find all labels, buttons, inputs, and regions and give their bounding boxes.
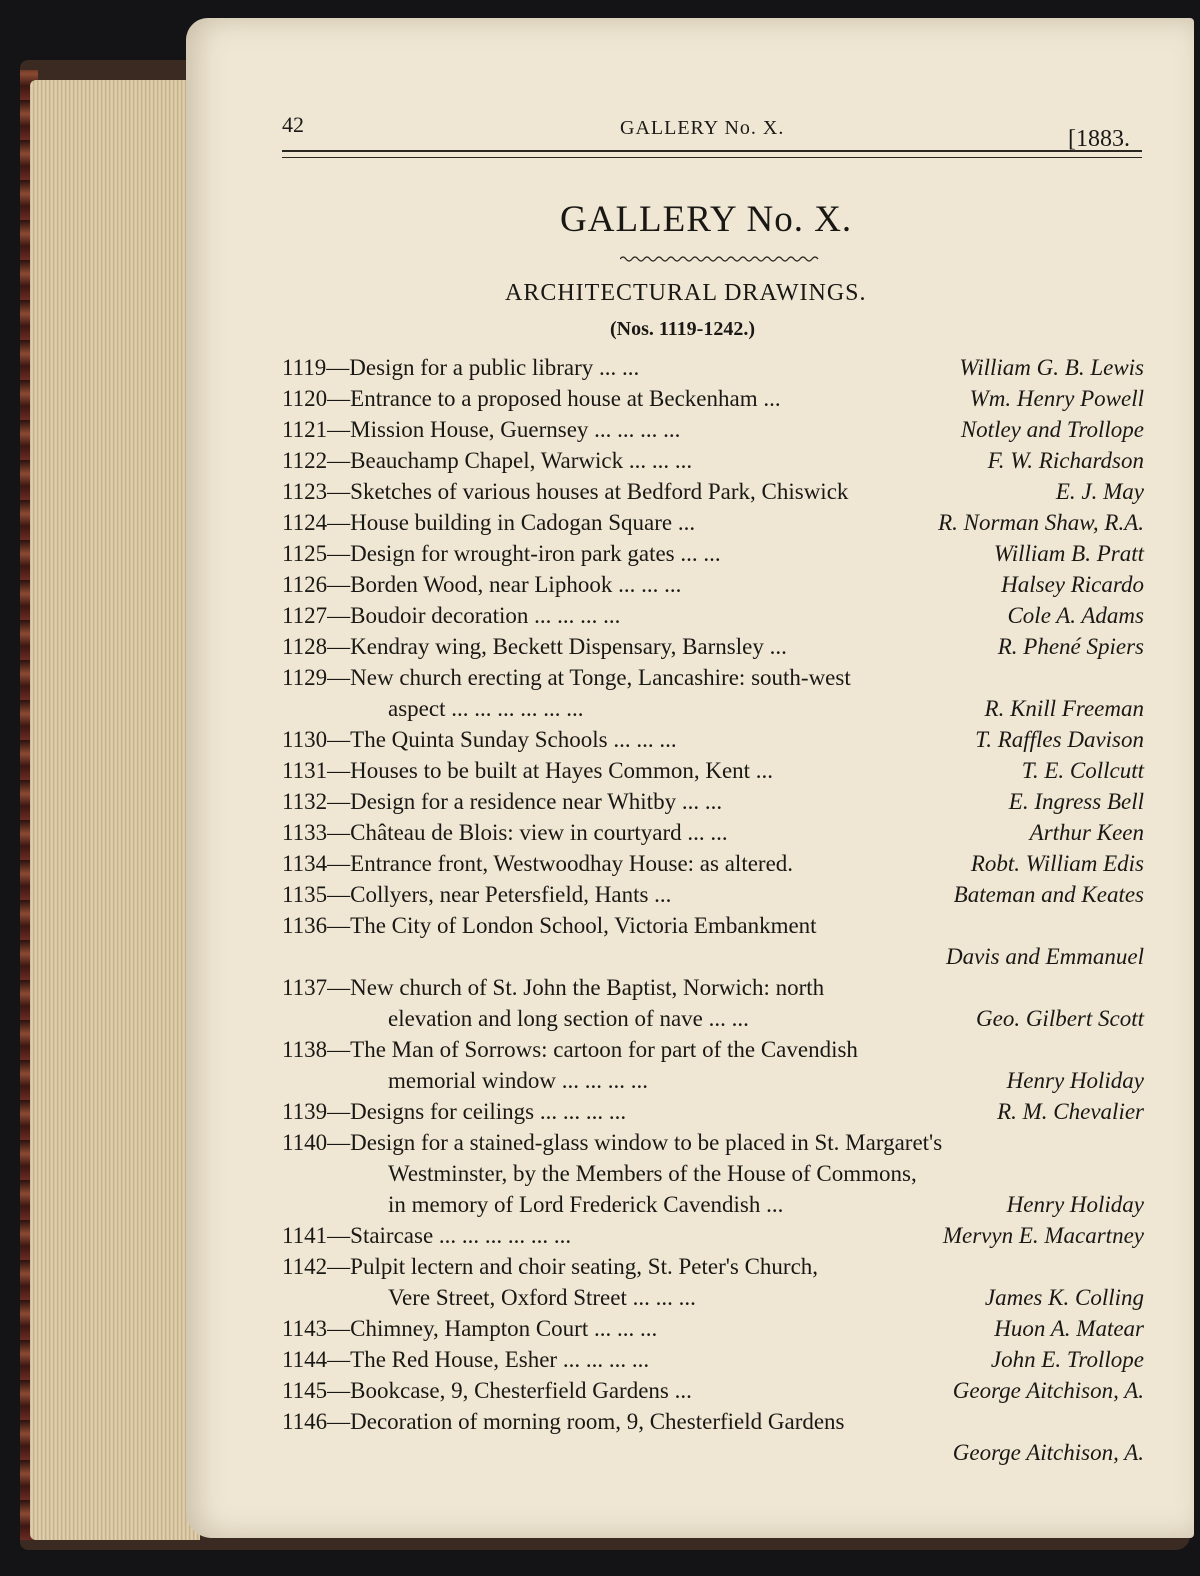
page-number: 42	[282, 112, 304, 137]
entry-line	[282, 1437, 1144, 1468]
entry-title: in memory of Lord Frederick Cavendish ...	[388, 1192, 784, 1217]
entry-line	[282, 724, 1144, 755]
entry-artist: Notley and Trollope	[960, 417, 1144, 442]
entry-line	[282, 1096, 1144, 1127]
entry-title: 1141—Staircase ... ... ... ... ... ...	[282, 1223, 572, 1248]
entry-list	[282, 352, 1144, 1468]
catalogue-entry	[282, 662, 1144, 724]
catalogue-entry	[282, 848, 1144, 879]
entry-title: Westminster, by the Members of the House of Commons,	[388, 1161, 917, 1186]
entry-line	[282, 414, 1144, 445]
entry-title: 1138—The Man of Sorrows: cartoon for part of the Cavendish	[282, 1037, 858, 1062]
entry-line	[282, 1313, 1144, 1344]
entry-line	[282, 1127, 1144, 1158]
entry-line	[282, 879, 1144, 910]
entry-title: 1123—Sketches of various houses at Bedford Park, Chiswick	[282, 479, 849, 504]
entry-artist: Geo. Gilbert Scott	[976, 1006, 1144, 1031]
entry-line	[282, 631, 1144, 662]
entry-line	[282, 600, 1144, 631]
entry-line	[282, 383, 1144, 414]
catalogue-entry	[282, 1375, 1144, 1406]
catalogue-entry	[282, 600, 1144, 631]
entry-line	[282, 1344, 1144, 1375]
entry-artist: Cole A. Adams	[1007, 603, 1144, 628]
entry-artist: T. E. Collcutt	[1021, 758, 1144, 783]
entry-artist: Bateman and Keates	[953, 882, 1144, 907]
entry-title: 1135—Collyers, near Petersfield, Hants ...	[282, 882, 672, 907]
entry-title: 1125—Design for wrought-iron park gates ... ...	[282, 541, 721, 566]
entry-artist: R. Norman Shaw, R.A.	[938, 510, 1144, 535]
entry-title: 1126—Borden Wood, near Liphook ... ... ...	[282, 572, 682, 597]
entry-title: 1134—Entrance front, Westwoodhay House: as altered.	[282, 851, 794, 876]
entry-artist: Mervyn E. Macartney	[942, 1223, 1144, 1248]
entry-title: 1140—Design for a stained-glass window to be placed in St. Margaret's	[282, 1130, 943, 1155]
entry-line	[282, 972, 1144, 1003]
entry-title: Vere Street, Oxford Street ... ... ...	[388, 1285, 696, 1310]
entry-artist: Henry Holiday	[1006, 1192, 1144, 1217]
entry-title: 1144—The Red House, Esher ... ... ... ...	[282, 1347, 650, 1372]
entry-line	[282, 445, 1144, 476]
entry-title: 1131—Houses to be built at Hayes Common, Kent ...	[282, 758, 774, 783]
entry-title: elevation and long section of nave ... ...	[388, 1006, 749, 1031]
catalogue-entry	[282, 910, 1144, 972]
entry-artist: George Aitchison, A.	[952, 1378, 1144, 1403]
entry-title: 1130—The Quinta Sunday Schools ... ... ...	[282, 727, 677, 752]
catalogue-entry	[282, 1344, 1144, 1375]
entry-artist: John E. Trollope	[990, 1347, 1144, 1372]
entry-line	[282, 1034, 1144, 1065]
entry-artist: George Aitchison, A.	[952, 1440, 1144, 1465]
entry-artist: Henry Holiday	[1006, 1068, 1144, 1093]
catalogue-entry	[282, 724, 1144, 755]
entry-artist: Robt. William Edis	[970, 851, 1144, 876]
catalogue-entry	[282, 755, 1144, 786]
entry-title: 1143—Chimney, Hampton Court ... ... ...	[282, 1316, 658, 1341]
entry-line	[282, 1375, 1144, 1406]
entry-artist: William G. B. Lewis	[959, 355, 1144, 380]
entry-artist: Huon A. Matear	[994, 1316, 1144, 1341]
entry-line	[282, 538, 1144, 569]
entry-line	[282, 693, 1144, 724]
entry-title: 1133—Château de Blois: view in courtyard ... ...	[282, 820, 728, 845]
section-subtitle: ARCHITECTURAL DRAWINGS.	[505, 280, 867, 306]
entry-title: 1121—Mission House, Guernsey ... ... ... ...	[282, 417, 681, 442]
entry-title: 1129—New church erecting at Tonge, Lancashire: south-west	[282, 665, 851, 690]
entry-line	[282, 1220, 1144, 1251]
entry-line	[282, 1003, 1144, 1034]
entry-artist: James K. Colling	[984, 1285, 1144, 1310]
entry-line	[282, 941, 1144, 972]
page-edges	[30, 80, 200, 1540]
catalogue-entry	[282, 631, 1144, 662]
entry-line	[282, 786, 1144, 817]
entry-line	[282, 569, 1144, 600]
entry-line	[282, 755, 1144, 786]
catalogue-entry	[282, 879, 1144, 910]
entry-artist: Halsey Ricardo	[1001, 572, 1144, 597]
entry-artist: William B. Pratt	[993, 541, 1144, 566]
entry-artist: E. J. May	[1055, 479, 1144, 504]
entry-title: 1142—Pulpit lectern and choir seating, St. Peter's Church,	[282, 1254, 819, 1279]
catalogue-entry	[282, 1313, 1144, 1344]
entry-title: 1127—Boudoir decoration ... ... ... ...	[282, 603, 621, 628]
entry-artist: R. Phené Spiers	[997, 634, 1144, 659]
catalogue-entry	[282, 1096, 1144, 1127]
catalogue-entry	[282, 445, 1144, 476]
gallery-title: GALLERY No. X.	[560, 199, 853, 240]
catalogue-entry	[282, 1406, 1144, 1468]
catalogue-entry	[282, 817, 1144, 848]
catalogue-entry	[282, 1220, 1144, 1251]
catalogue-entry	[282, 352, 1144, 383]
wavy-rule-icon	[620, 254, 820, 264]
entry-artist: R. Knill Freeman	[984, 696, 1144, 721]
entry-artist: F. W. Richardson	[987, 448, 1144, 473]
running-title: GALLERY No. X.	[620, 117, 785, 139]
entry-line	[282, 910, 1144, 941]
entry-title: 1119—Design for a public library ... ...	[282, 355, 640, 380]
entry-line	[282, 1189, 1144, 1220]
entry-artist: E. Ingress Bell	[1008, 789, 1144, 814]
entry-title: 1137—New church of St. John the Baptist, Norwich: north	[282, 975, 825, 1000]
entry-line	[282, 662, 1144, 693]
entry-line	[282, 1251, 1144, 1282]
entry-line	[282, 476, 1144, 507]
entry-line	[282, 1065, 1144, 1096]
entry-title: 1136—The City of London School, Victoria Embankment	[282, 913, 817, 938]
catalogue-entry	[282, 507, 1144, 538]
catalogue-entry	[282, 538, 1144, 569]
entry-line	[282, 848, 1144, 879]
header-rule-thin	[282, 157, 1142, 158]
entry-artist: R. M. Chevalier	[997, 1099, 1144, 1124]
entry-title: 1124—House building in Cadogan Square ...	[282, 510, 696, 535]
entry-line	[282, 1406, 1144, 1437]
catalogue-entry	[282, 786, 1144, 817]
entry-line	[282, 352, 1144, 383]
catalogue-entry	[282, 1034, 1144, 1096]
header-rule	[282, 150, 1142, 152]
entry-title: 1128—Kendray wing, Beckett Dispensary, Barnsley ...	[282, 634, 787, 659]
entry-line	[282, 507, 1144, 538]
entry-line	[282, 1158, 1144, 1189]
entry-line	[282, 817, 1144, 848]
catalogue-entry	[282, 972, 1144, 1034]
entry-title: 1139—Designs for ceilings ... ... ... ...	[282, 1099, 627, 1124]
entry-title: 1120—Entrance to a proposed house at Beckenham ...	[282, 386, 781, 411]
year-label: [1883.	[1068, 126, 1130, 152]
entry-title: 1146—Decoration of morning room, 9, Chesterfield Gardens	[282, 1409, 845, 1434]
entry-artist: Wm. Henry Powell	[969, 386, 1144, 411]
catalogue-entry	[282, 476, 1144, 507]
catalogue-entry	[282, 1127, 1144, 1220]
entry-title: 1145—Bookcase, 9, Chesterfield Gardens ...	[282, 1378, 692, 1403]
entry-artist: T. Raffles Davison	[975, 727, 1144, 752]
catalogue-entry	[282, 383, 1144, 414]
catalogue-entry	[282, 414, 1144, 445]
entry-title: 1132—Design for a residence near Whitby ... ...	[282, 789, 723, 814]
entry-artist: Davis and Emmanuel	[945, 944, 1144, 969]
catalogue-entry	[282, 1251, 1144, 1313]
catalogue-entry	[282, 569, 1144, 600]
entry-title: aspect ... ... ... ... ... ...	[388, 696, 584, 721]
entry-line	[282, 1282, 1144, 1313]
entry-title: 1122—Beauchamp Chapel, Warwick ... ... ...	[282, 448, 693, 473]
catalogue-range: (Nos. 1119-1242.)	[610, 318, 755, 340]
entry-title: memorial window ... ... ... ...	[388, 1068, 648, 1093]
entry-artist: Arthur Keen	[1029, 820, 1144, 845]
